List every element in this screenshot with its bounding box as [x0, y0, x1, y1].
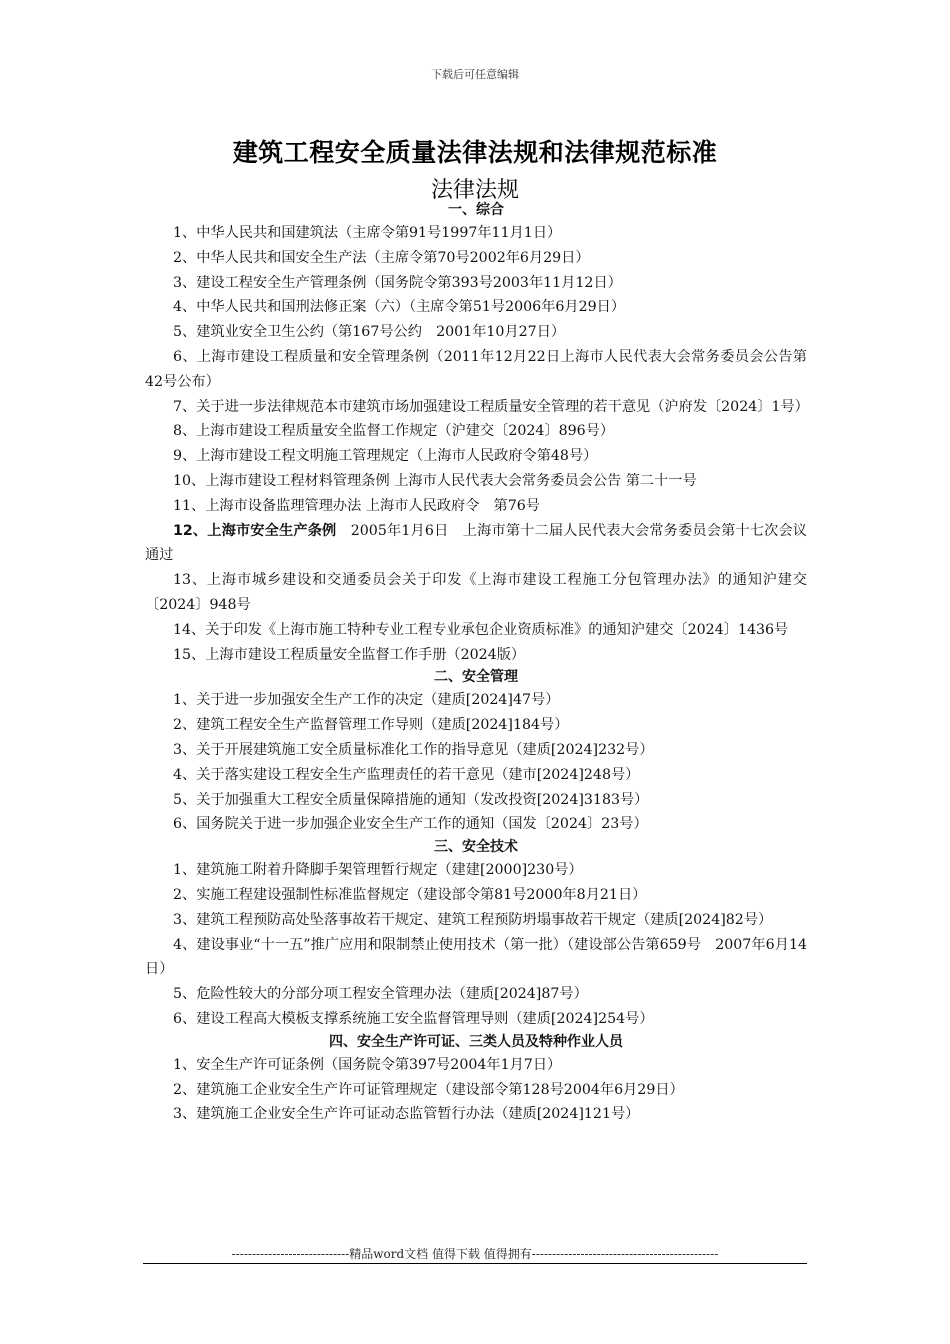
- footer-divider: [143, 1263, 807, 1264]
- list-item-text: 2005年1月6日 上海市第十二届人民代表大会常务委员会第十七次会议通过: [145, 522, 807, 564]
- list-item: 6、国务院关于进一步加强企业安全生产工作的通知（国发〔2024〕23号）: [173, 816, 648, 833]
- header-note: 下载后可任意编辑: [431, 68, 519, 81]
- list-item: 9、上海市建设工程文明施工管理规定（上海市人民政府令第48号）: [173, 448, 598, 465]
- list-item: 2、建筑施工企业安全生产许可证管理规定（建设部令第128号2004年6月29日）: [173, 1081, 684, 1098]
- list-item: 5、关于加强重大工程安全质量保障措施的通知（发改投资[2024]3183号）: [173, 791, 649, 808]
- list-item: 2、中华人民共和国安全生产法（主席令第70号2002年6月29日）: [173, 249, 590, 266]
- document-subtitle: 法律法规: [430, 178, 519, 203]
- list-item: 15、上海市建设工程质量安全监督工作手册（2024版）: [173, 646, 526, 663]
- section-heading-general: 一、综合: [448, 202, 504, 218]
- list-item: 6、建设工程高大模板支撑系统施工安全监督管理导则（建质[2024]254号）: [173, 1010, 654, 1027]
- document-body: [145, 200, 807, 1127]
- footer-banner: -----------------------------精品word文档 值得下载 值得拥有----------------------------------------------: [231, 1247, 719, 1261]
- list-item-lead: 12、上海市安全生产条例: [173, 522, 337, 539]
- list-item: 14、关于印发《上海市施工特种专业工程专业承包企业资质标准》的通知沪建交〔2024〕1436号: [173, 621, 789, 638]
- section-heading-safety-management: 二、安全管理: [434, 669, 518, 686]
- list-item: 3、建设工程安全生产管理条例（国务院令第393号2003年11月12日）: [173, 274, 622, 291]
- list-item: 4、中华人民共和国刑法修正案（六）（主席令第51号2006年6月29日）: [173, 299, 626, 316]
- list-item: 1、关于进一步加强安全生产工作的决定（建质[2024]47号）: [173, 692, 560, 709]
- list-item: 3、关于开展建筑施工安全质量标准化工作的指导意见（建质[2024]232号）: [173, 741, 654, 758]
- list-item: 2、实施工程建设强制性标准监督规定（建设部令第81号2000年8月21日）: [173, 886, 647, 903]
- list-item: 6、上海市建设工程质量和安全管理条例（2011年12月22日上海市人民代表大会常务委员会公告第42号公布）: [145, 348, 807, 390]
- list-item: 2、建筑工程安全生产监督管理工作导则（建质[2024]184号）: [173, 717, 569, 734]
- list-item: 4、关于落实建设工程安全生产监理责任的若干意见（建市[2024]248号）: [173, 766, 640, 783]
- list-item: 1、安全生产许可证条例（国务院令第397号2004年1月7日）: [173, 1056, 562, 1073]
- list-item: 5、建筑业安全卫生公约（第167号公约 2001年10月27日）: [173, 324, 566, 341]
- list-item: 1、建筑施工附着升降脚手架管理暂行规定（建建[2000]230号）: [173, 862, 583, 879]
- list-item: 11、上海市设备监理管理办法 上海市人民政府令 第76号: [173, 497, 540, 514]
- section-heading-safety-technology: 三、安全技术: [434, 839, 518, 856]
- list-item: 13、上海市城乡建设和交通委员会关于印发《上海市建设工程施工分包管理办法》的通知沪建交〔2024〕948号: [145, 572, 807, 613]
- list-item: 1、中华人民共和国建筑法（主席令第91号1997年11月1日）: [173, 225, 562, 241]
- list-item: 8、上海市建设工程质量安全监督工作规定（沪建交〔2024〕896号）: [173, 423, 615, 440]
- list-item: [145, 519, 807, 569]
- list-item: 5、危险性较大的分部分项工程安全管理办法（建质[2024]87号）: [173, 986, 588, 1003]
- list-item: 7、关于进一步法律规范本市建筑市场加强建设工程质量安全管理的若干意见（沪府发〔2024〕1号）: [173, 398, 809, 415]
- list-item: 3、建筑施工企业安全生产许可证动态监管暂行办法（建质[2024]121号）: [173, 1106, 640, 1123]
- section-heading-licenses-personnel: 四、安全生产许可证、三类人员及特种作业人员: [329, 1033, 623, 1050]
- list-item: 10、上海市建设工程材料管理条例 上海市人民代表大会常务委员会公告 第二十一号: [173, 472, 697, 489]
- list-item: 3、建筑工程预防高处坠落事故若干规定、建筑工程预防坍塌事故若干规定（建质[2024]82号）: [173, 911, 773, 928]
- document-title: 建筑工程安全质量法律法规和法律规范标准: [232, 138, 718, 167]
- list-item: 4、建设事业“十一五”推广应用和限制禁止使用技术（第一批）（建设部公告第659号 2007年6月14日）: [145, 936, 807, 978]
